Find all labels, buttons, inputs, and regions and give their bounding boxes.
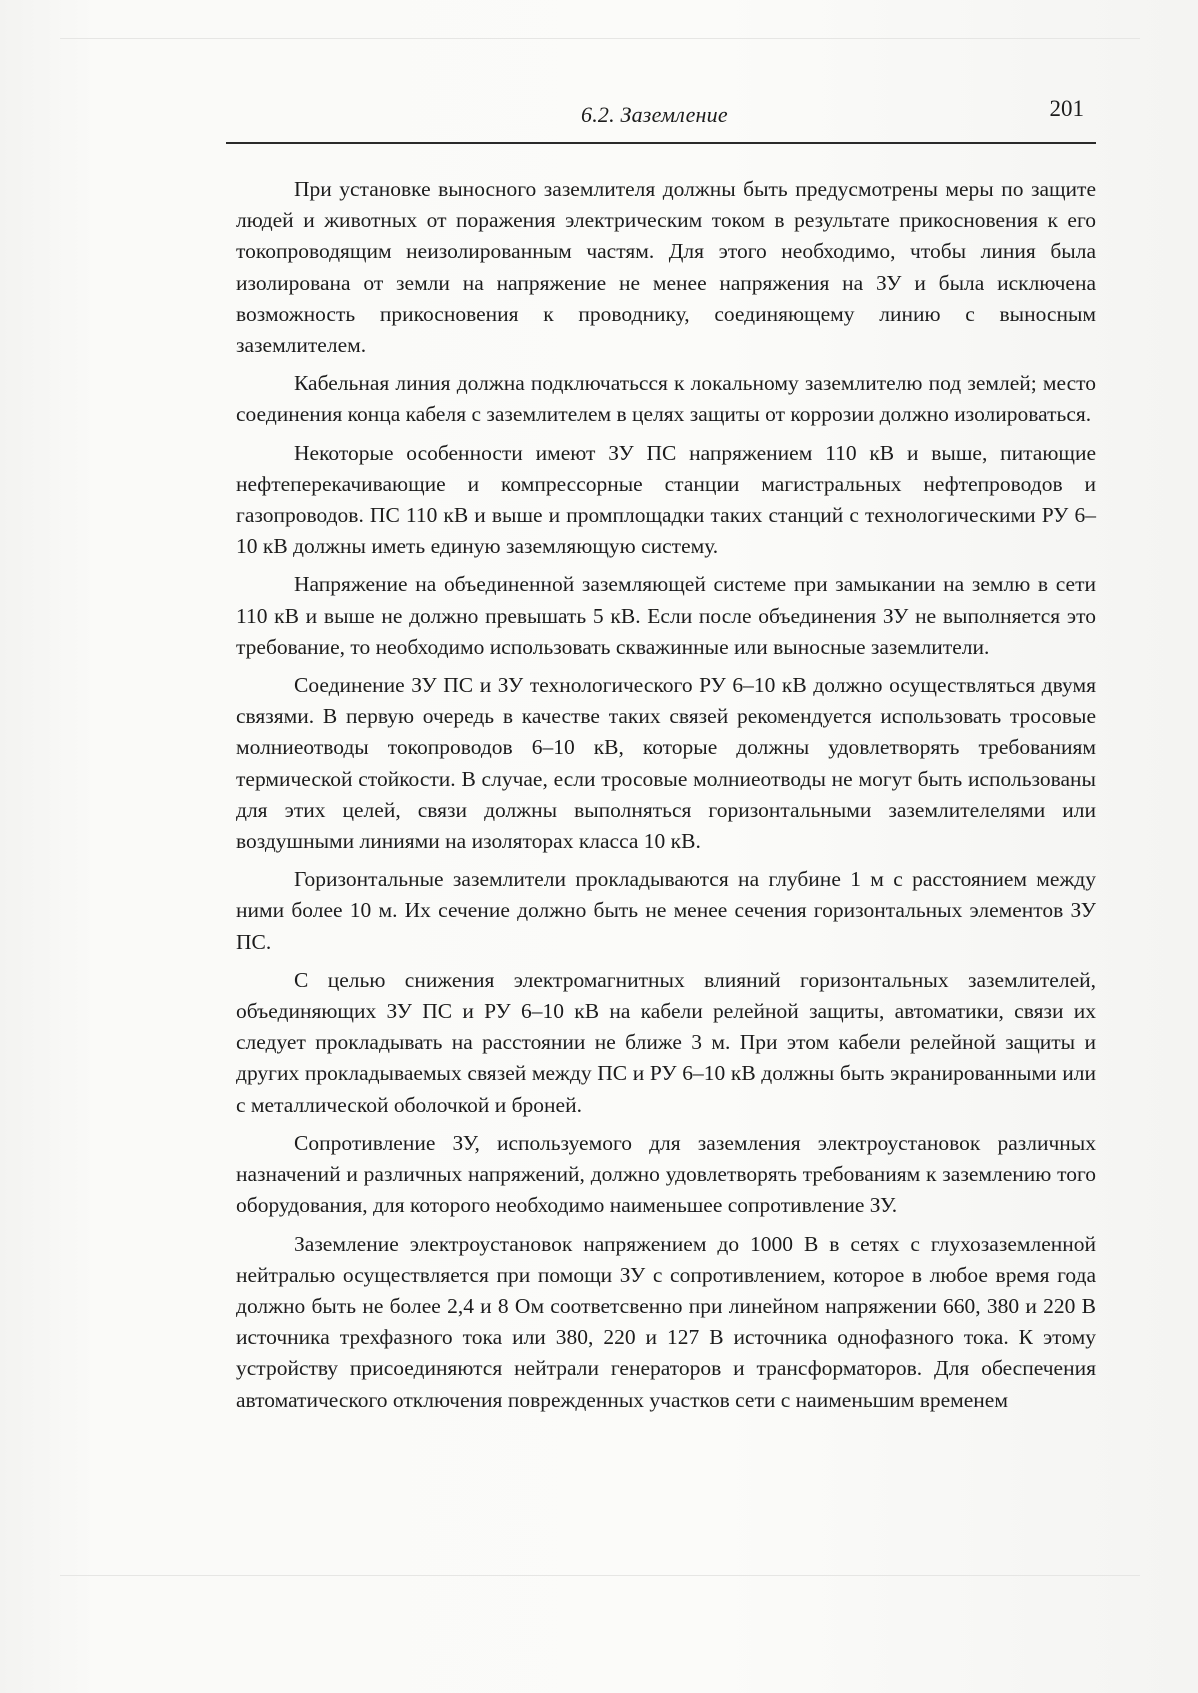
paragraph: При установке выносного заземлителя должны быть предусмотрены меры по защите людей и животных от поражения электрическим током в результате прикосновения к его токопроводящим неизолированным частям. Для этого необходимо, чтобы линия была изолирована от земли на напряжение не менее напряжения на ЗУ и была исключена возможность прикосновения к проводнику, соединяющему линию с выносным заземлителем.	[236, 177, 1096, 358]
running-title: 6.2. Заземление	[581, 102, 728, 127]
header-rule	[226, 142, 1096, 144]
paragraph: Соединение ЗУ ПС и ЗУ технологического РУ 6–10 кВ должно осуществляться двумя связями. В первую очередь в качестве таких связей рекомендуется использовать тросовые молниеотводы токопроводов 6–10 кВ, которые должны удовлетворять требованиям термической стойкости. В случае, если тросовые молниеотводы не могут быть использованы для этих целей, связи должны выполняться горизонтальными заземлителелями или воздушными линиями на изоляторах класса 10 кВ.	[236, 673, 1096, 854]
body-text	[236, 174, 1096, 1423]
paragraph: Заземление электроустановок напряжением до 1000 В в сетях с глухозаземленной нейтралью осуществляется при помощи ЗУ с сопротивлением, которое в любое время года должно быть не более 2,4 и 8 Ом соответсвенно при линейном напряжении 660, 380 и 220 В источника трехфазного тока или 380, 220 и 127 В источника однофазного тока. К этому устройству присоединяются нейтрали генераторов и трансформаторов. Для обеспечения автоматического отключения поврежденных участков сети с наименьшим временем	[236, 1231, 1096, 1412]
paragraph: С целью снижения электромагнитных влияний горизонтальных заземлителей, объединяющих ЗУ ПС и РУ 6–10 кВ на кабели релейной защиты, автоматики, связи их следует прокладывать на расстоянии не ближе 3 м. При этом кабели релейной защиты и других прокладываемых связей между ПС и РУ 6–10 кВ должны быть экранированными или с металлической оболочкой и броней.	[236, 967, 1096, 1117]
paragraph: Напряжение на объединенной заземляющей системе при замыкании на землю в сети 110 кВ и выше не должно превышать 5 кВ. Если после объединения ЗУ не выполняется это требование, то необходимо использовать скважинные или выносные заземлители.	[236, 572, 1096, 659]
paragraph: Сопротивление ЗУ, используемого для заземления электроустановок различных назначений и различных напряжений, должно удовлетворять требованиям к заземлению того оборудования, для которого необходимо наименьшее сопротивление ЗУ.	[236, 1130, 1096, 1218]
paragraph: Некоторые особенности имеют ЗУ ПС напряжением 110 кВ и выше, питающие нефтеперекачивающие и компрессорные станции магистральных нефтепроводов и газопроводов. ПС 110 кВ и выше и промплощадки таких станций с технологическими РУ 6–10 кВ должны иметь единую заземляющую систему.	[236, 440, 1096, 559]
paragraph: Горизонтальные заземлители прокладываются на глубине 1 м с расстоянием между ними более 10 м. Их сечение должно быть не менее сечения горизонтальных элементов ЗУ ПС.	[236, 867, 1096, 954]
scan-artifact-top	[60, 38, 1140, 39]
page-header	[226, 94, 1096, 138]
page-number: 201	[1049, 96, 1084, 121]
scan-artifact-bottom	[60, 1575, 1140, 1576]
paragraph: Кабельная линия должна подключатьсся к локальному заземлителю под землей; место соединения конца кабеля с заземлителем в целях защиты от коррозии должно изолироваться.	[236, 371, 1096, 427]
